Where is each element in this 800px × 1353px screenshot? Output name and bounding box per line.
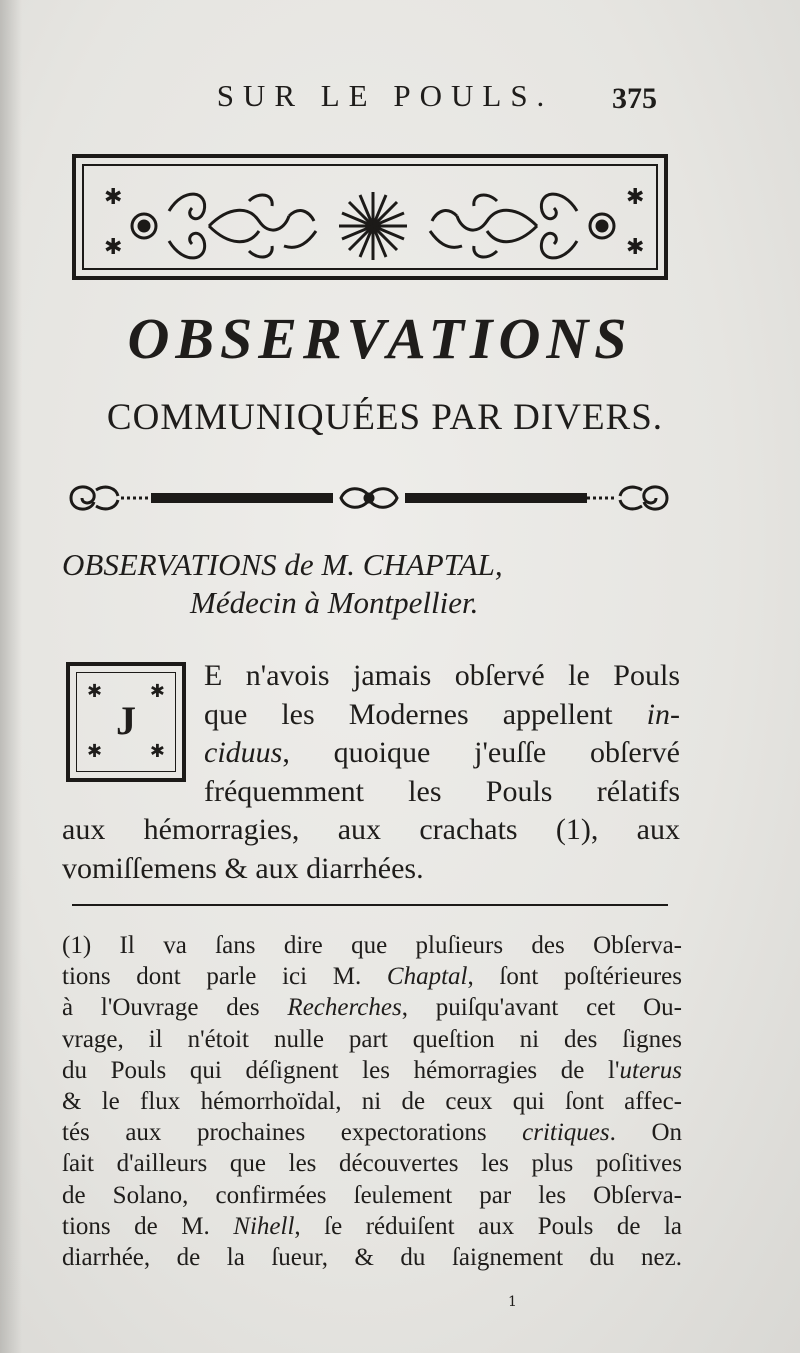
section-heading-line2: Médecin à Montpellier. [190, 585, 479, 620]
drop-cap-letter: J [116, 698, 136, 743]
footnote-line: tés aux prochaines expectorations critiques. On [62, 1119, 682, 1147]
footnote-line: à l'Ouvrage des Recherches, puiſqu'avant cet Ou- [62, 994, 682, 1022]
body-line: E n'avois jamais obſervé le Pouls [204, 659, 680, 692]
page-subtitle: COMMUNIQUÉES PAR DIVERS. [106, 397, 664, 438]
asterisk-icon: ✱ [87, 681, 103, 702]
svg-text:✱: ✱ [104, 185, 123, 210]
signature-mark: 1 [508, 1294, 517, 1310]
footnote-line: de Solano, confirmées ſeulement par les Obſerva- [62, 1181, 682, 1209]
body-paragraph [62, 657, 680, 888]
asterisk-icon: ✱ [149, 681, 165, 702]
running-head: SUR LE POULS. [216, 78, 554, 113]
gutter-shadow [0, 0, 22, 1353]
section-heading-line1: OBSERVATIONS de M. CHAPTAL, [62, 547, 503, 582]
footnote-divider [72, 904, 668, 906]
footnote [62, 930, 682, 1273]
footnote-line: tions dont parle ici M. Chaptal, ſont poſtérieures [62, 963, 682, 991]
section-heading [62, 546, 702, 622]
footnote-line: diarrhée, de la ſueur, & du ſaignement du nez. [62, 1244, 682, 1272]
footnote-line: du Pouls qui déſignent les hémorragies de l'uterus [62, 1056, 682, 1084]
footnote-line: ſait d'ailleurs que les découvertes les plus poſitives [62, 1150, 682, 1178]
headpiece-ornament [72, 154, 668, 280]
body-line: fréquemment les Pouls rélatifs [204, 774, 680, 808]
asterisk-icon: ✱ [87, 741, 103, 762]
footnote-line: tions de M. Nihell, ſe réduiſent aux Pouls de la [62, 1212, 682, 1240]
body-line: vomiſſemens & aux diarrhées. [62, 851, 424, 885]
svg-text:✱: ✱ [626, 185, 645, 210]
svg-text:✱: ✱ [626, 235, 645, 260]
ornamental-rule-icon [66, 478, 672, 518]
svg-text:✱: ✱ [104, 235, 123, 260]
page-title: OBSERVATIONS [127, 306, 633, 371]
page-number: 375 [612, 82, 657, 115]
footnote-line: (1) Il va ſans dire que pluſieurs des Obſerva- [62, 932, 682, 959]
footnote-line: vrage, il n'étoit nulle part queſtion ni des ſignes [62, 1025, 682, 1053]
floral-ornament-icon [84, 166, 662, 270]
body-line: que les Modernes appellent in- [204, 697, 680, 731]
footnote-line: & le flux hémorrhoïdal, ni de ceux qui ſont affec- [62, 1088, 682, 1116]
asterisk-icon: ✱ [149, 741, 165, 762]
body-line: ciduus, quoique j'euſſe obſervé [204, 736, 680, 769]
body-line: aux hémorragies, aux crachats (1), aux [62, 813, 680, 846]
